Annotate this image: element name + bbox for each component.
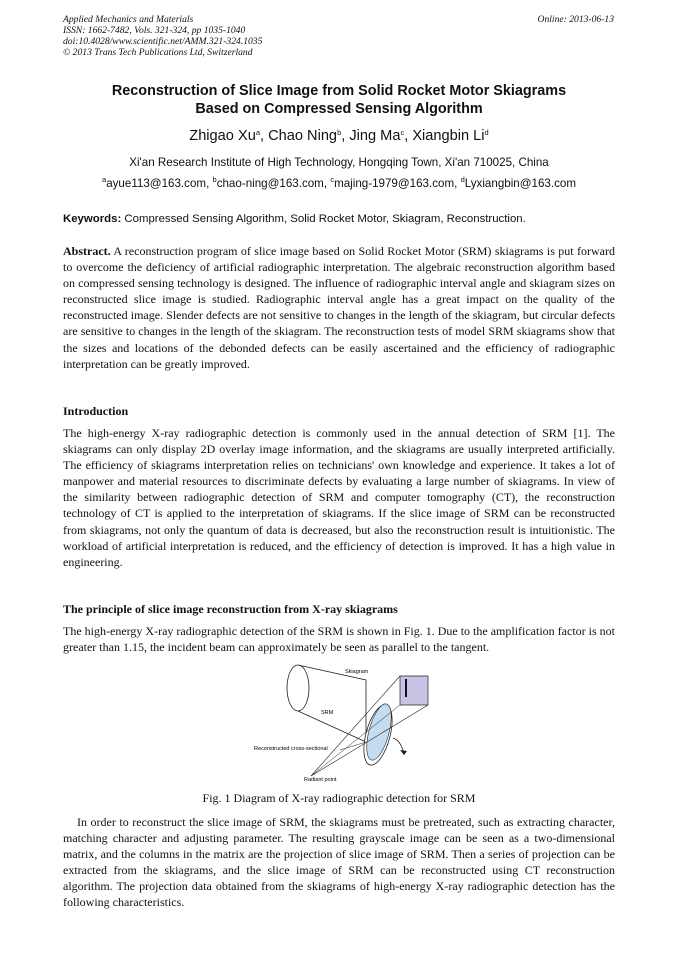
keywords-label: Keywords: xyxy=(63,213,122,225)
srm-label: SRM xyxy=(321,710,334,716)
email-address: ayue113@163.com xyxy=(106,177,207,190)
abstract xyxy=(63,243,615,372)
author-superscript: a xyxy=(255,128,260,137)
author-superscript: b xyxy=(337,128,342,137)
author-name: Zhigao Xu xyxy=(189,128,256,144)
paper-title xyxy=(63,82,615,118)
journal-name: Applied Mechanics and Materials xyxy=(63,14,194,25)
cross-section-leader-line xyxy=(340,742,366,750)
author-name: Jing Ma xyxy=(349,128,401,144)
title-line-2: Based on Compressed Sensing Algorithm xyxy=(195,101,483,117)
radiant-point-label: Radiant point xyxy=(304,777,337,783)
introduction-text: The high-energy X-ray radiographic detection is commonly used in the annual detection of SRM [1]. The skiagrams can only display 2D overlay image information, and the skiagrams are usually interpreted artificially. The efficiency of skiagrams interpretation relies on technicians' own knowledge and experience. It takes a lot of manpower and material resources to discriminate defects by evaluating a large number of skiagrams. In view of the similarity between radiographic detection of SRM and computer tomography (CT), the reconstruction technology of CT is applied to the interpretation of skiagrams. If the slice image of SRM can be reconstructed from skiagrams, not only the quantum of data is decreased, but also the reconstruction result is intuitionistic. The workload of artificial interpretation is reduced, and the efficiency of detection is improved. It has a high value in engineering. xyxy=(63,426,615,569)
srm-detection-diagram xyxy=(248,660,448,784)
skiagram-plate xyxy=(400,676,428,705)
cross-section-label: Reconstructed cross-sectional xyxy=(254,746,328,752)
author-list: Zhigao Xu$^a$, Chao Ning$^b$, Jing Ma$^c$, Xiangbin Li$^d$ xyxy=(189,128,489,144)
author-name: Xiangbin Li xyxy=(412,128,485,144)
skiagram-label: Skiagram xyxy=(345,669,369,675)
abstract-text: A reconstruction program of slice image based on Solid Rocket Motor (SRM) skiagrams is put forward to overcome the deficiency of artificial radiographic interpretation. The algebraic reconstruction algorithm based on compressed sensing technology is designed. The influence of radiographic interval angle and skiagram sizes on reconstructed slice image is studied. Radiographic interval angle has a great impact on the quality of the reconstructed image. Slender defects are not sensitive to changes in the length of the skiagram, but circular defects are sensitive to changes in the length of the skiagram. The reconstruction tests of model SRM skiagrams show that the sizes and locations of the debonded defects can be easily ascertained and the efficiency of radiographic interpretation can be greatly improved. xyxy=(63,244,616,371)
final-paragraph: In order to reconstruct the slice image of SRM, the skiagrams must be pretreated, such as extracting character, matching character and adjusting parameter. The resulting grayscale image can be seen as a two-dimensional matrix, and the columns in the matrix are the projection of slice image of SRM. Then a series of projection can be extracted from the skiagrams, and the slice image of SRM can be reconstructed using CT reconstruction algorithm. The projection data obtained from the skiagrams of high-energy X-ray radiographic detection has the following characteristics. xyxy=(63,815,615,910)
srm-body-outline xyxy=(298,665,366,742)
journal-header xyxy=(63,14,262,58)
keywords xyxy=(63,213,615,225)
title-line-1: Reconstruction of Slice Image from Solid Rocket Motor Skiagrams xyxy=(111,83,567,99)
rotation-arrow-head xyxy=(400,750,407,755)
email-address: chao-ning@163.com xyxy=(216,177,324,190)
section-heading-introduction: Introduction xyxy=(63,404,129,418)
srm-rear-end xyxy=(287,665,309,711)
keywords-text: Compressed Sensing Algorithm, Solid Rocket Motor, Skiagram, Reconstruction. xyxy=(124,213,526,225)
issn-line: ISSN: 1662-7482, Vols. 321-324, pp 1035-1040 xyxy=(63,25,246,36)
email-address: majing-1979@163.com xyxy=(334,177,455,190)
email-superscript: b xyxy=(212,175,217,184)
principle-text: The high-energy X-ray radiographic detection of the SRM is shown in Fig. 1. Due to the amplification factor is not greater than 1.15, the incident beam can approximately be seen as parallel to the tangent. xyxy=(63,624,615,655)
copyright-line: © 2013 Trans Tech Publications Ltd, Switzerland xyxy=(63,47,253,58)
email-list: $^a$ayue113@163.com, $^b$chao-ning@163.com, $^c$majing-1979@163.com, $^d$Lyxiangbin@163.com xyxy=(102,175,576,190)
abstract-label: Abstract. xyxy=(63,244,111,258)
affiliation: Xi'an Research Institute of High Technology, Hongqing Town, Xi'an 710025, China xyxy=(129,156,549,169)
doi-line: doi:10.4028/www.scientific.net/AMM.321-324.1035 xyxy=(63,36,263,47)
email-superscript: c xyxy=(330,175,335,184)
section-heading-principle: The principle of slice image reconstruction from X-ray skiagrams xyxy=(63,602,398,616)
email-address: Lyxiangbin@163.com xyxy=(464,177,576,190)
online-date: Online: 2013-06-13 xyxy=(537,14,614,25)
email-superscript: d xyxy=(460,175,465,184)
author-superscript: c xyxy=(400,128,405,137)
email-superscript: a xyxy=(102,175,107,184)
author-name: Chao Ning xyxy=(268,128,338,144)
author-superscript: d xyxy=(484,128,489,137)
figure-caption: Fig. 1 Diagram of X-ray radiographic detection for SRM xyxy=(202,791,476,805)
